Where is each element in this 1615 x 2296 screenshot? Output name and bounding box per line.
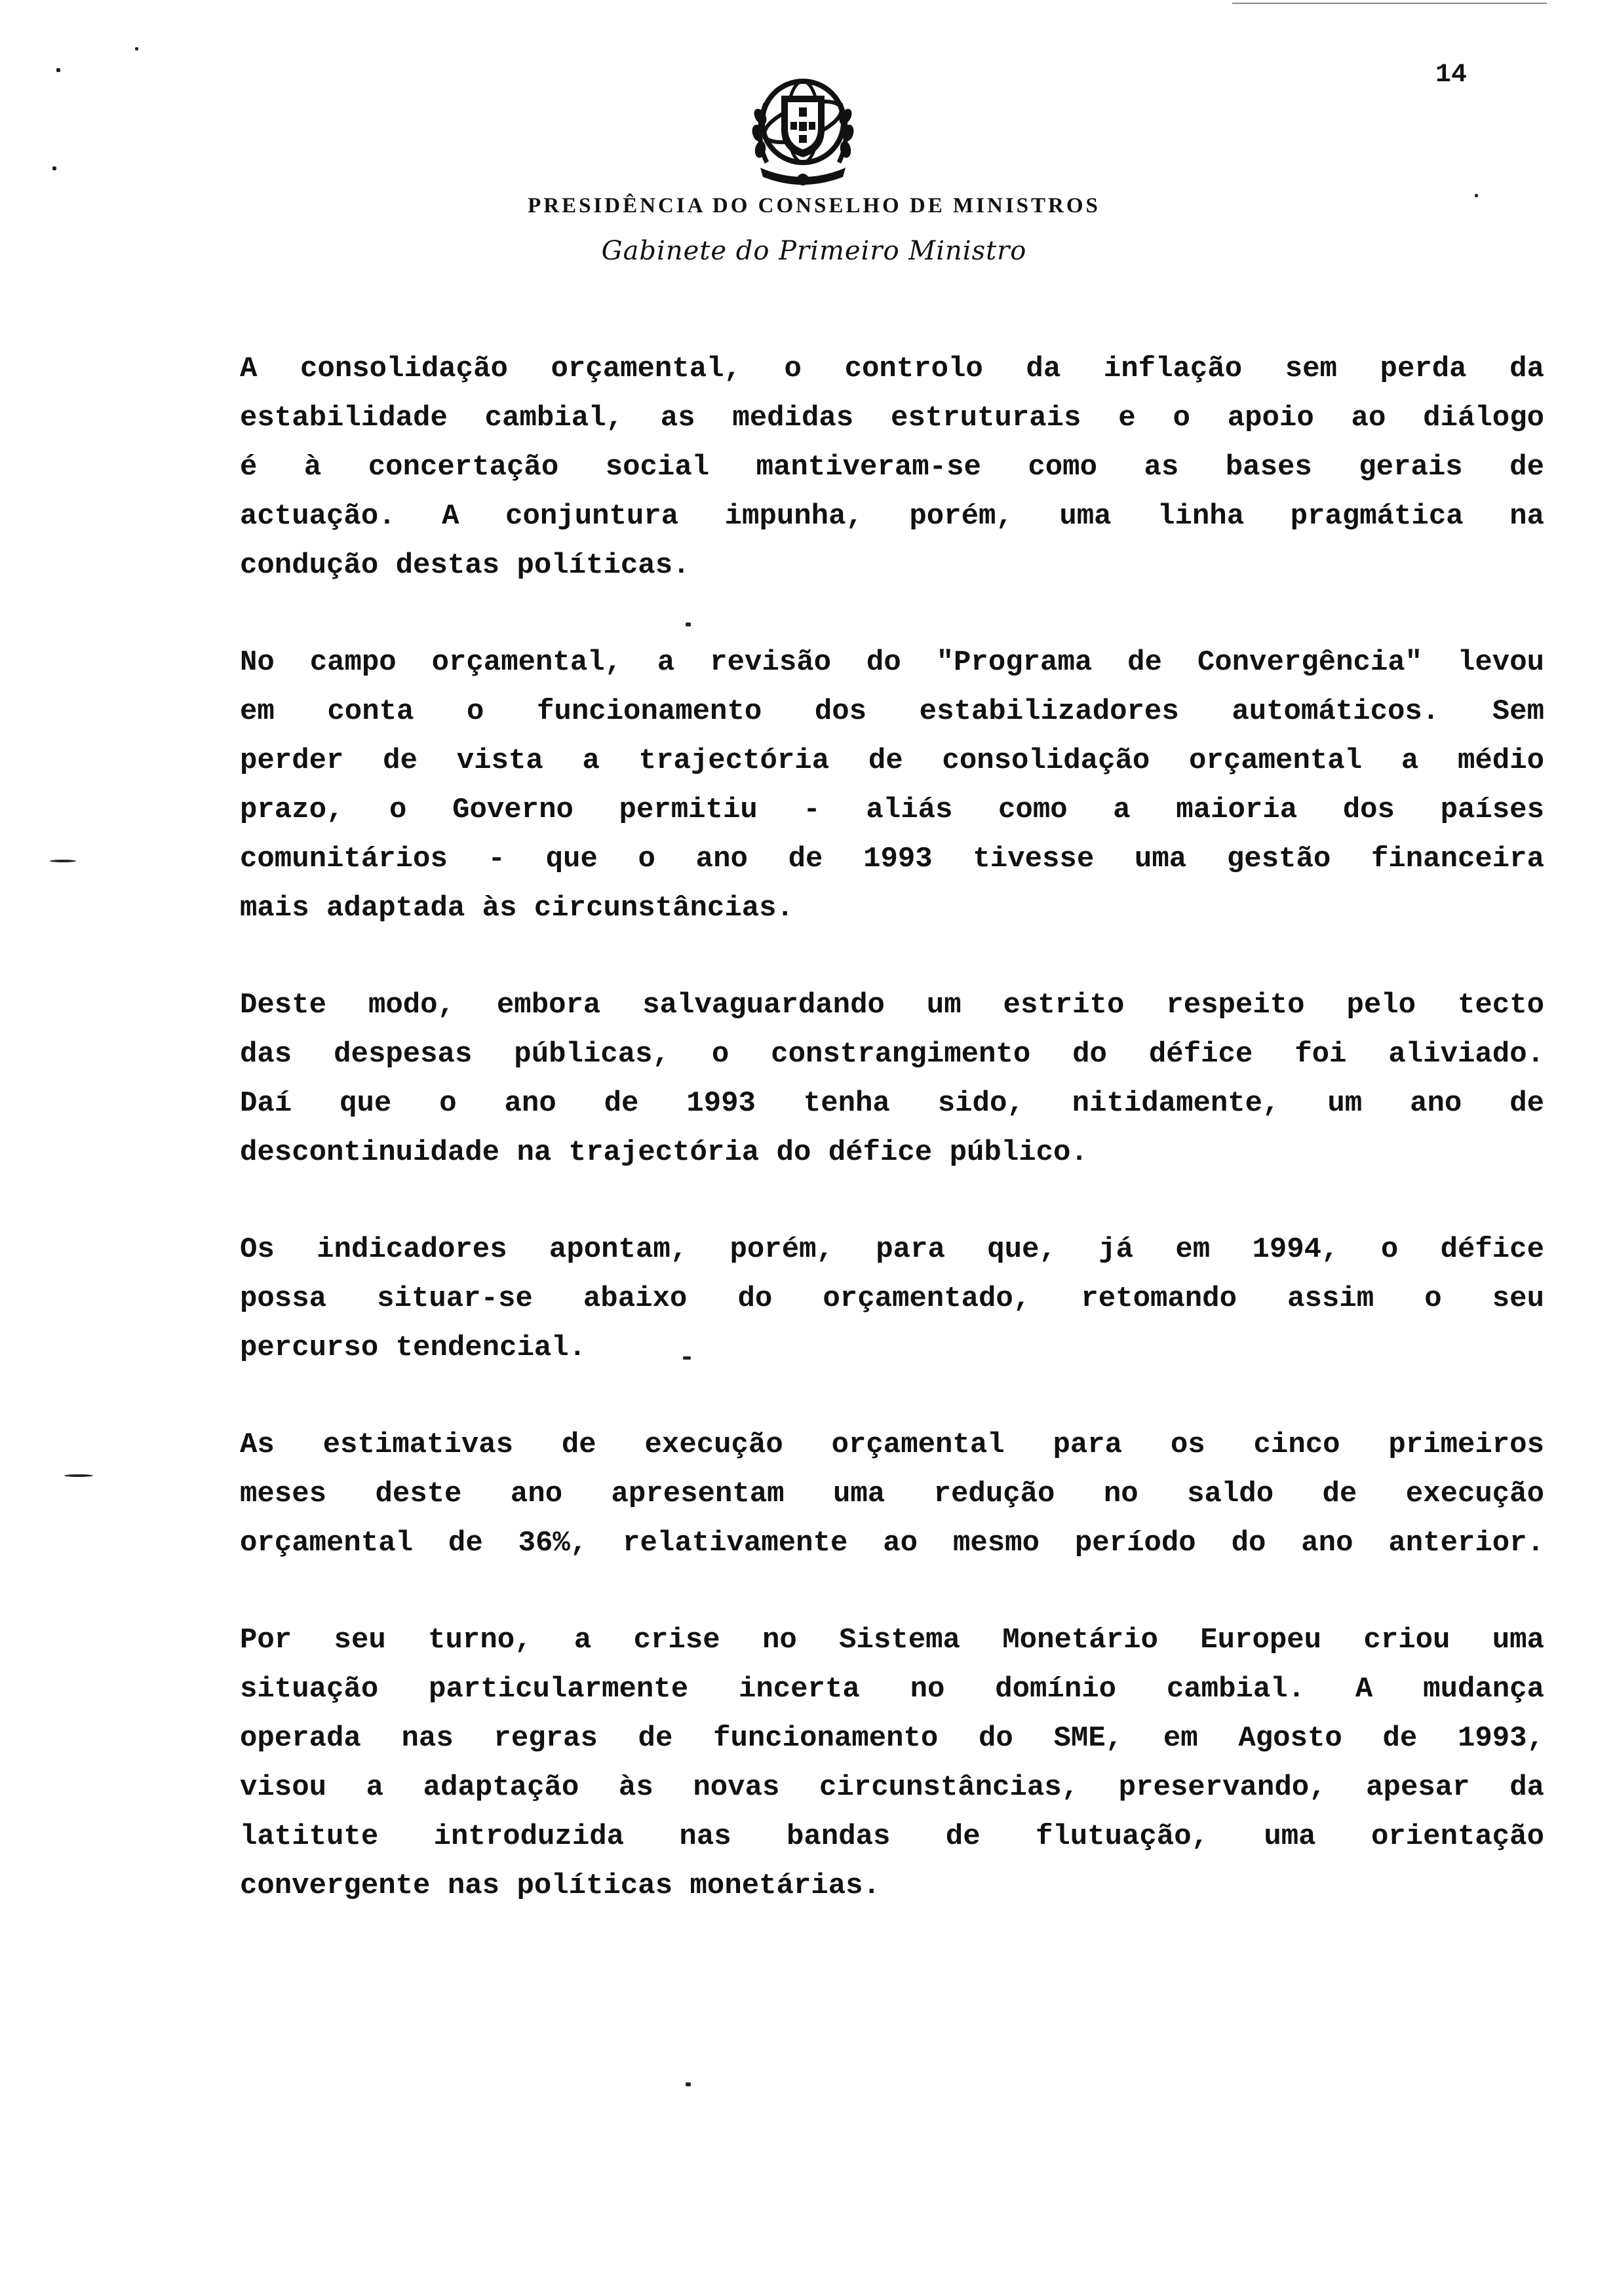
text-line: das despesas públicas, o constrangimento do défice foi aliviado. <box>240 1038 1544 1071</box>
text-line: operada nas regras de funcionamento do SME, em Agosto de 1993, <box>240 1722 1544 1755</box>
text-line: Daí que o ano de 1993 tenha sido, nitidamente, um ano de <box>240 1087 1544 1120</box>
scan-dash <box>64 1474 93 1477</box>
text-line: actuação. A conjuntura impunha, porém, uma linha pragmática na <box>240 500 1544 533</box>
scan-speck <box>56 68 60 72</box>
text-line: em conta o funcionamento dos estabilizadores automáticos. Sem <box>240 695 1544 728</box>
paragraph-3 <box>240 981 1544 1177</box>
scan-speck <box>52 166 56 170</box>
text-line: A consolidação orçamental, o controlo da inflação sem perda da <box>240 353 1544 385</box>
text-line: visou a adaptação às novas circunstâncias, preservando, apesar da <box>240 1771 1544 1804</box>
organization-name: PRESIDÊNCIA DO CONSELHO DE MINISTROS <box>528 194 1100 218</box>
paragraph-1 <box>240 345 1544 590</box>
paragraph-6 <box>240 1616 1544 1911</box>
text-line: situação particularmente incerta no domínio cambial. A mudança <box>240 1673 1544 1706</box>
text-line: mais adaptada às circunstâncias. <box>240 892 794 925</box>
text-line: é à concertação social mantiveram-se como as bases gerais de <box>240 451 1544 484</box>
portuguese-coat-of-arms-icon <box>741 64 865 189</box>
scan-speck <box>686 2082 691 2086</box>
text-line: Os indicadores apontam, porém, para que, já em 1994, o défice <box>240 1233 1544 1266</box>
scan-artifact-line <box>1232 3 1547 4</box>
text-line: condução destas políticas. <box>240 549 690 582</box>
office-name: Gabinete do Primeiro Ministro <box>601 236 1027 266</box>
text-line: latitute introduzida nas bandas de flutuação, uma orientação <box>240 1820 1544 1853</box>
scan-dash <box>683 1356 691 1360</box>
text-line: descontinuidade na trajectória do défice público. <box>240 1136 1088 1169</box>
text-line: No campo orçamental, a revisão do "Programa de Convergência" levou <box>240 646 1544 679</box>
scan-dash <box>50 860 76 862</box>
paragraph-5 <box>240 1421 1544 1568</box>
text-line: possa situar-se abaixo do orçamentado, retomando assim o seu <box>240 1282 1544 1315</box>
page-number: 14 <box>1435 60 1468 90</box>
text-line: perder de vista a trajectória de consolidação orçamental a médio <box>240 744 1544 777</box>
text-line: percurso tendencial. <box>240 1331 587 1364</box>
paragraph-2 <box>240 638 1544 933</box>
paragraph-4 <box>240 1225 1544 1373</box>
scan-speck <box>135 47 138 50</box>
text-line: comunitários - que o ano de 1993 tivesse uma gestão financeira <box>240 843 1544 875</box>
text-line: Por seu turno, a crise no Sistema Monetário Europeu criou uma <box>240 1624 1544 1656</box>
text-line: convergente nas políticas monetárias. <box>240 1869 880 1902</box>
text-line: prazo, o Governo permitiu - aliás como a maioria dos países <box>240 794 1544 826</box>
text-line: Deste modo, embora salvaguardando um estrito respeito pelo tecto <box>240 989 1544 1022</box>
text-line: As estimativas de execução orçamental para os cinco primeiros <box>240 1428 1544 1461</box>
text-line: orçamental de 36%, relativamente ao mesmo período do ano anterior. <box>240 1527 1544 1559</box>
body-text <box>240 345 1544 1959</box>
text-line: estabilidade cambial, as medidas estruturais e o apoio ao diálogo <box>240 402 1544 434</box>
scan-speck <box>686 622 691 626</box>
text-line: meses deste ano apresentam uma redução no saldo de execução <box>240 1478 1544 1510</box>
scan-speck <box>1475 194 1478 197</box>
